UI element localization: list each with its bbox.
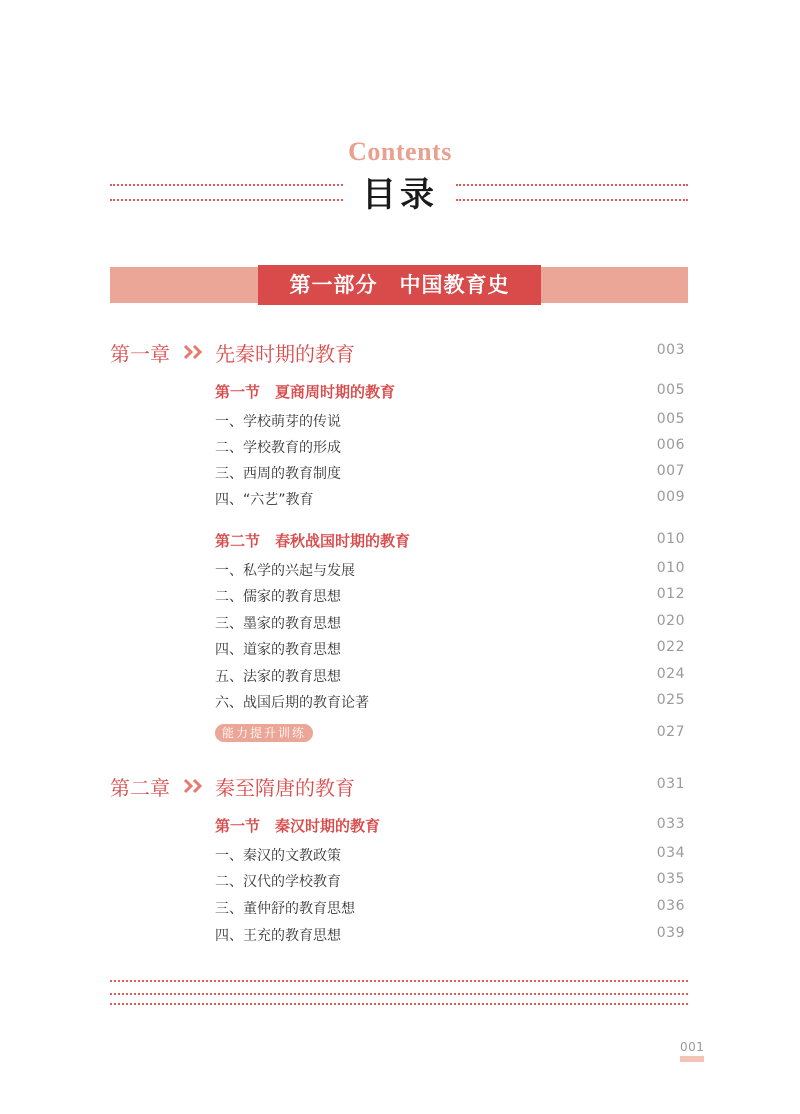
toc-item-text: 二、学校教育的形成 (215, 440, 341, 456)
toc-item[interactable] (0, 925, 800, 945)
chapter-row[interactable] (0, 772, 800, 798)
page-number: 036 (656, 898, 685, 914)
toc-item-text: 三、墨家的教育思想 (215, 616, 341, 632)
page-number: 010 (656, 560, 685, 576)
page-number: 012 (656, 586, 685, 602)
toc-item[interactable] (0, 489, 800, 509)
toc-item-text: 二、汉代的学校教育 (215, 874, 341, 890)
section-row[interactable] (0, 530, 800, 550)
toc-item[interactable] (0, 639, 800, 659)
part-title[interactable]: 第一部分 中国教育史 (258, 265, 541, 305)
page-number: 006 (656, 437, 685, 453)
page-number: 027 (656, 724, 685, 740)
toc-item[interactable] (0, 845, 800, 865)
toc-item[interactable] (0, 613, 800, 633)
dotted-rule-bottom-2 (110, 1003, 688, 1005)
page-number: 039 (656, 925, 685, 941)
toc-item-text: 一、秦汉的文教政策 (215, 848, 341, 864)
toc-item-text: 一、私学的兴起与发展 (215, 563, 355, 579)
section-title: 第二节 春秋战国时期的教育 (215, 532, 411, 550)
toc-item[interactable] (0, 560, 800, 580)
toc-item-text: 五、法家的教育思想 (215, 669, 341, 685)
toc-item[interactable] (0, 692, 800, 712)
page-number: 024 (656, 666, 685, 682)
toc-item-text: 四、“六艺”教育 (215, 492, 314, 508)
page-number: 007 (656, 463, 685, 479)
page-number: 009 (656, 489, 685, 505)
dotted-rule-right (456, 184, 688, 201)
dotted-rule-bottom (110, 980, 688, 995)
double-chevron-icon (183, 343, 207, 361)
toc-item[interactable] (0, 666, 800, 686)
chapter-label: 第一章 (110, 342, 170, 366)
toc-item[interactable] (0, 871, 800, 891)
training-row[interactable] (0, 724, 800, 744)
page-number: 005 (656, 382, 685, 398)
toc-item-text: 二、儒家的教育思想 (215, 589, 341, 605)
toc-item-text: 四、王充的教育思想 (215, 928, 341, 944)
footer-accent-bar (680, 1056, 704, 1062)
toc-item[interactable] (0, 437, 800, 457)
toc-item[interactable] (0, 411, 800, 431)
toc-item-text: 六、战国后期的教育论著 (215, 695, 369, 711)
toc-item[interactable] (0, 898, 800, 918)
toc-item-text: 三、董仲舒的教育思想 (215, 901, 355, 917)
page-number: 005 (656, 411, 685, 427)
section-title: 第一节 秦汉时期的教育 (215, 817, 381, 835)
toc-item-text: 四、道家的教育思想 (215, 642, 341, 658)
section-row[interactable] (0, 381, 800, 401)
toc-item-text: 三、西周的教育制度 (215, 466, 341, 482)
contents-heading-en: Contents (348, 137, 452, 166)
section-row[interactable] (0, 815, 800, 835)
double-chevron-icon (183, 777, 207, 795)
page-number: 022 (656, 639, 685, 655)
page-number: 035 (656, 871, 685, 887)
toc-item[interactable] (0, 463, 800, 483)
section-title: 第一节 夏商周时期的教育 (215, 383, 396, 401)
toc-item[interactable] (0, 586, 800, 606)
page-number: 033 (656, 816, 685, 832)
page-number: 034 (656, 845, 685, 861)
footer-page-number: 001 (680, 1040, 705, 1054)
page-title: 目录 (362, 175, 438, 215)
chapter-row[interactable] (0, 338, 800, 364)
chapter-title: 先秦时期的教育 (215, 342, 355, 366)
page-number: 031 (656, 776, 685, 792)
page-number: 003 (656, 342, 685, 358)
page-number: 020 (656, 613, 685, 629)
page-number: 025 (656, 692, 685, 708)
title-row (0, 175, 800, 219)
page-number: 010 (656, 531, 685, 547)
chapter-title: 秦至隋唐的教育 (215, 776, 355, 800)
toc-item-text: 一、学校萌芽的传说 (215, 414, 341, 430)
chapter-label: 第二章 (110, 776, 170, 800)
training-badge: 能力提升训练 (215, 724, 313, 742)
